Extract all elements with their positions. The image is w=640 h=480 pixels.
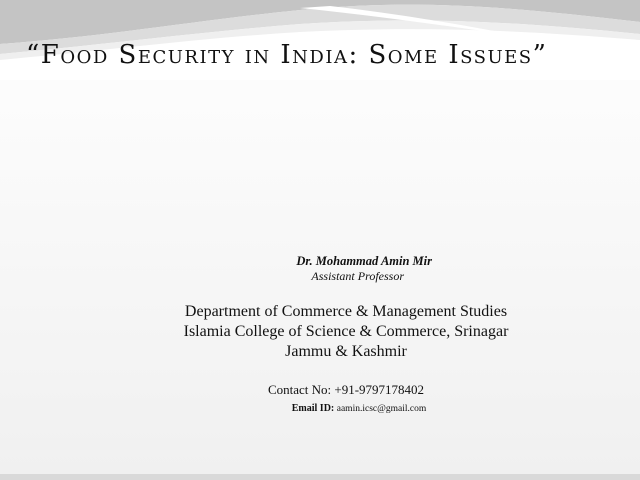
email-address: aamin.icsc@gmail.com xyxy=(336,404,427,414)
author-name: Dr. Mohammad Amin Mir xyxy=(296,254,432,268)
college-line: Islamia College of Science & Commerce, Srinagar xyxy=(183,323,509,340)
email-line xyxy=(200,402,492,416)
affiliation-block xyxy=(150,302,542,362)
slide-title: “Food Security in India: Some Issues” xyxy=(26,40,548,70)
email-label: Email ID: xyxy=(291,403,335,414)
phone-number: Contact No: +91-9797178402 xyxy=(267,382,425,397)
region-line: Jammu & Kashmir xyxy=(285,343,407,360)
footer-divider xyxy=(0,474,640,480)
contact-block xyxy=(200,381,492,416)
author-position: Assistant Professor xyxy=(311,269,404,283)
author-block xyxy=(200,254,432,284)
department-line: Department of Commerce & Management Studies xyxy=(184,303,508,320)
